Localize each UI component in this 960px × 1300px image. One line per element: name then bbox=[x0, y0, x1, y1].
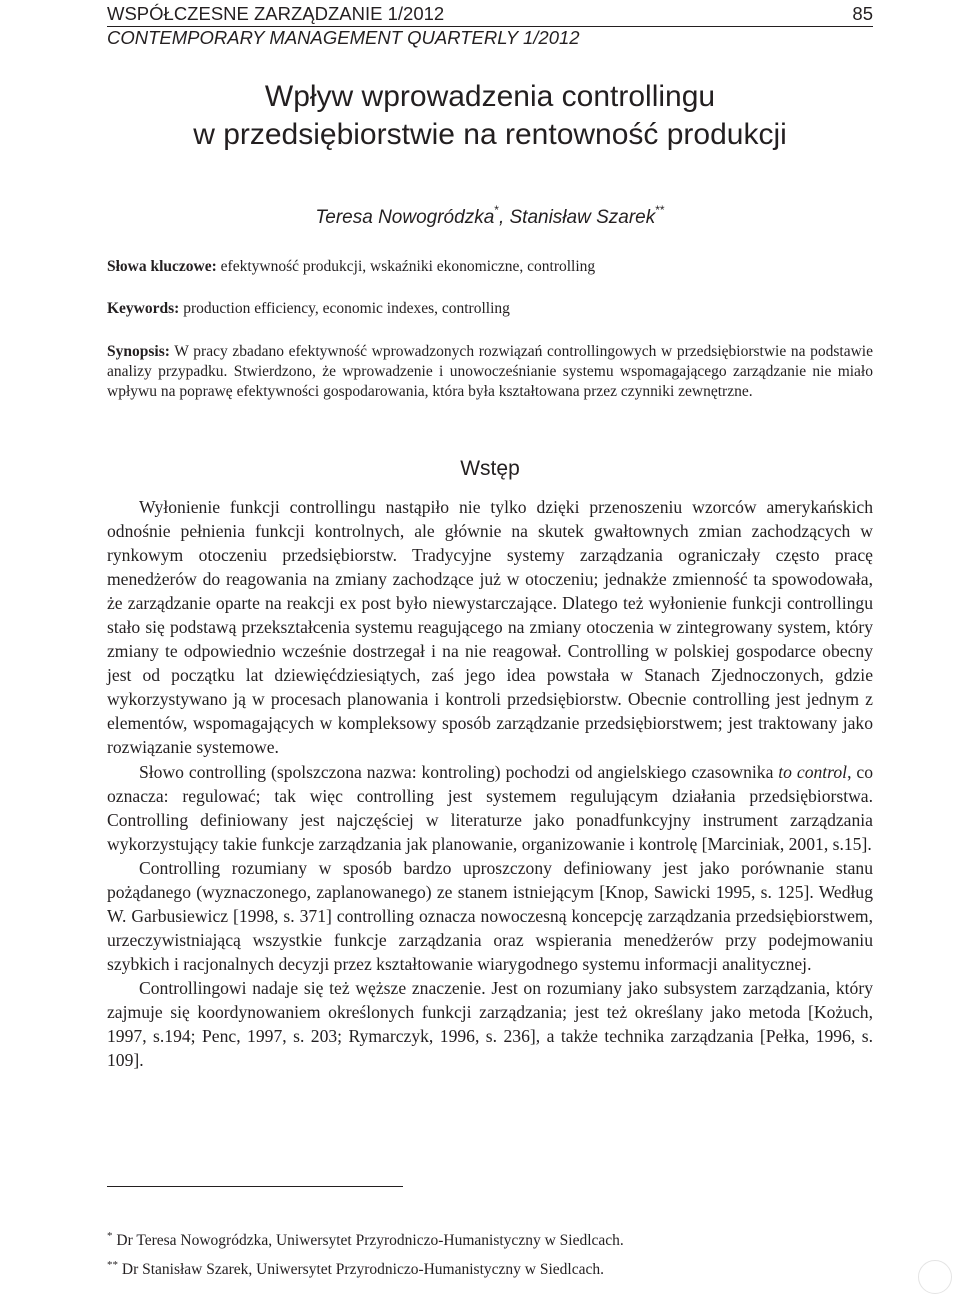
corner-watermark-icon bbox=[918, 1260, 952, 1294]
synopsis-label: Synopsis: bbox=[107, 343, 170, 360]
paragraph-4: Controllingowi nadaje się też węższe znaczenie. Jest on rozumiany jako subsystem zarządzania, który zajmuje się koordynowaniem określonych funkcji zarządzania; jest też określany jako metoda [Kożuch, 1997, s.194; Penc, 1997, s. 203; Rymarczyk, 1996, s. 236], a także technika zarządzania [Pełka, 1996, s. 109]. bbox=[107, 977, 873, 1071]
paragraph-2-part-a: Słowo controlling (spolszczona nazwa: kontroling) pochodzi od angielskiego czasownika bbox=[139, 761, 779, 782]
keywords-pl-text: efektywność produkcji, wskaźniki ekonomiczne, controlling bbox=[216, 258, 596, 275]
paragraph-2-emphasis: to control bbox=[778, 761, 848, 782]
synopsis bbox=[107, 342, 873, 402]
footnote-2-mark: ** bbox=[107, 1259, 118, 1271]
running-header bbox=[107, 3, 873, 49]
keywords-en bbox=[107, 299, 873, 319]
paragraph-2-part-b: , co oznacza: regulować; tak więc controlling jest systemem regulującym działania przedsiębiorstwa. Controlling definiowany jest najczęściej w literaturze jako ponadfunkcyjny instrument zarządzania wykorzystujący takie funkcje zarządzania jak planowanie, organizowanie i kontrolę [Marciniak, 2001, s.15]. bbox=[107, 761, 873, 854]
section-heading: Wstęp bbox=[460, 457, 520, 480]
paragraph-3: Controlling rozumiany w sposób bardzo uproszczony definiowany jest jako porównanie stanu pożądanego (wyznaczonego, zaplanowanego) ze stanem istniejącym [Knop, Sawicki 1995, s. 125]. Według W. Garbusiewicz [1998, s. 371] controlling oznacza nowoczesną koncepcję zarządzania przedsiębiorstwem, urzeczywistniającą wszystkie funkcje zarządzania oraz wspierania menedżerów przy podejmowaniu szybkich i racjonalnych decyzji przez kształtowanie wiarygodnego systemu informacji analitycznej. bbox=[107, 857, 873, 974]
footnote-2 bbox=[107, 1253, 873, 1282]
authors bbox=[107, 203, 873, 229]
footnotes bbox=[107, 1224, 873, 1282]
journal-title-en: CONTEMPORARY MANAGEMENT QUARTERLY 1/2012 bbox=[107, 27, 580, 48]
footnote-1-mark: * bbox=[107, 1230, 113, 1242]
page-number: 85 bbox=[852, 3, 873, 24]
journal-title-pl: WSPÓŁCZESNE ZARZĄDZANIE 1/2012 bbox=[107, 3, 445, 24]
author-1: Teresa Nowogródzka bbox=[315, 207, 495, 228]
title-line-2: w przedsiębiorstwie na rentowność produkcji bbox=[193, 118, 787, 151]
footnote-2-text: Dr Stanisław Szarek, Uniwersytet Przyrodniczo-Humanistyczny w Siedlcach. bbox=[118, 1261, 604, 1278]
author-separator: , bbox=[498, 207, 510, 228]
paragraph-1: Wyłonienie funkcji controllingu nastąpiło nie tylko dzięki przenoszeniu wzorców amerykańskich odnośnie pełnienia funkcji kontrolnych, ale głównie na skutek gwałtownych zmian zachodzących w rynkowym otoczeniu przedsiębiorstw. Tradycyjne systemy zarządzania ograniczały często pracę menedżerów do reagowania na zmiany zachodzące już w otoczeniu; jednakże zmienność ta spowodowała, że zarządzanie oparte na reakcji ex post było niewystarczające. Dlatego też wyłonienie funkcji controllingu stało się podstawą przekształcenia systemu reagującego na zmiany otoczenia w zintegrowany system, który zmiany te odpowiednio wcześnie dostrzegał i na nie reagował. Controlling w polskiej gospodarce obecny jest od początku lat dziewięćdziesiątych, zaś jego idea powstała w Stanach Zjednoczonych, gdzie wykorzystywano ją w procesach planowania i kontroli przedsiębiorstw. Obecnie controlling jest jednym z elementów, wspomagających w kompleksowy sposób zarządzanie przedsiębiorstwem; jest traktowany jako rozwiązanie systemowe. bbox=[107, 497, 873, 758]
body-text bbox=[107, 495, 873, 1072]
title-line-1: Wpływ wprowadzenia controllingu bbox=[264, 80, 716, 113]
keywords-en-text: production efficiency, economic indexes, controlling bbox=[179, 300, 510, 317]
paragraph-2 bbox=[107, 760, 873, 856]
author-1-footnote-mark: * bbox=[494, 203, 499, 217]
keywords-pl-label: Słowa kluczowe: bbox=[107, 258, 217, 275]
keywords-pl bbox=[107, 257, 873, 277]
article-title bbox=[107, 78, 873, 154]
footnote-1 bbox=[107, 1224, 873, 1253]
footnote-1-text: Dr Teresa Nowogródzka, Uniwersytet Przyrodniczo-Humanistyczny w Siedlcach. bbox=[112, 1232, 624, 1249]
footnote-rule bbox=[107, 1186, 403, 1187]
author-2-footnote-mark: ** bbox=[655, 203, 665, 217]
synopsis-text: W pracy zbadano efektywność wprowadzonych rozwiązań controllingowych w przedsiębiorstwie na podstawie analizy przypadku. Stwierdzono, że wprowadzenie i unowocześnianie systemu wspomagającego zarządzanie nie miało wpływu na poprawę efektywności gospodarowania, która była kształtowana przez czynniki zewnętrzne. bbox=[107, 343, 873, 400]
keywords-en-label: Keywords: bbox=[107, 300, 180, 317]
author-2: Stanisław Szarek bbox=[509, 207, 656, 228]
